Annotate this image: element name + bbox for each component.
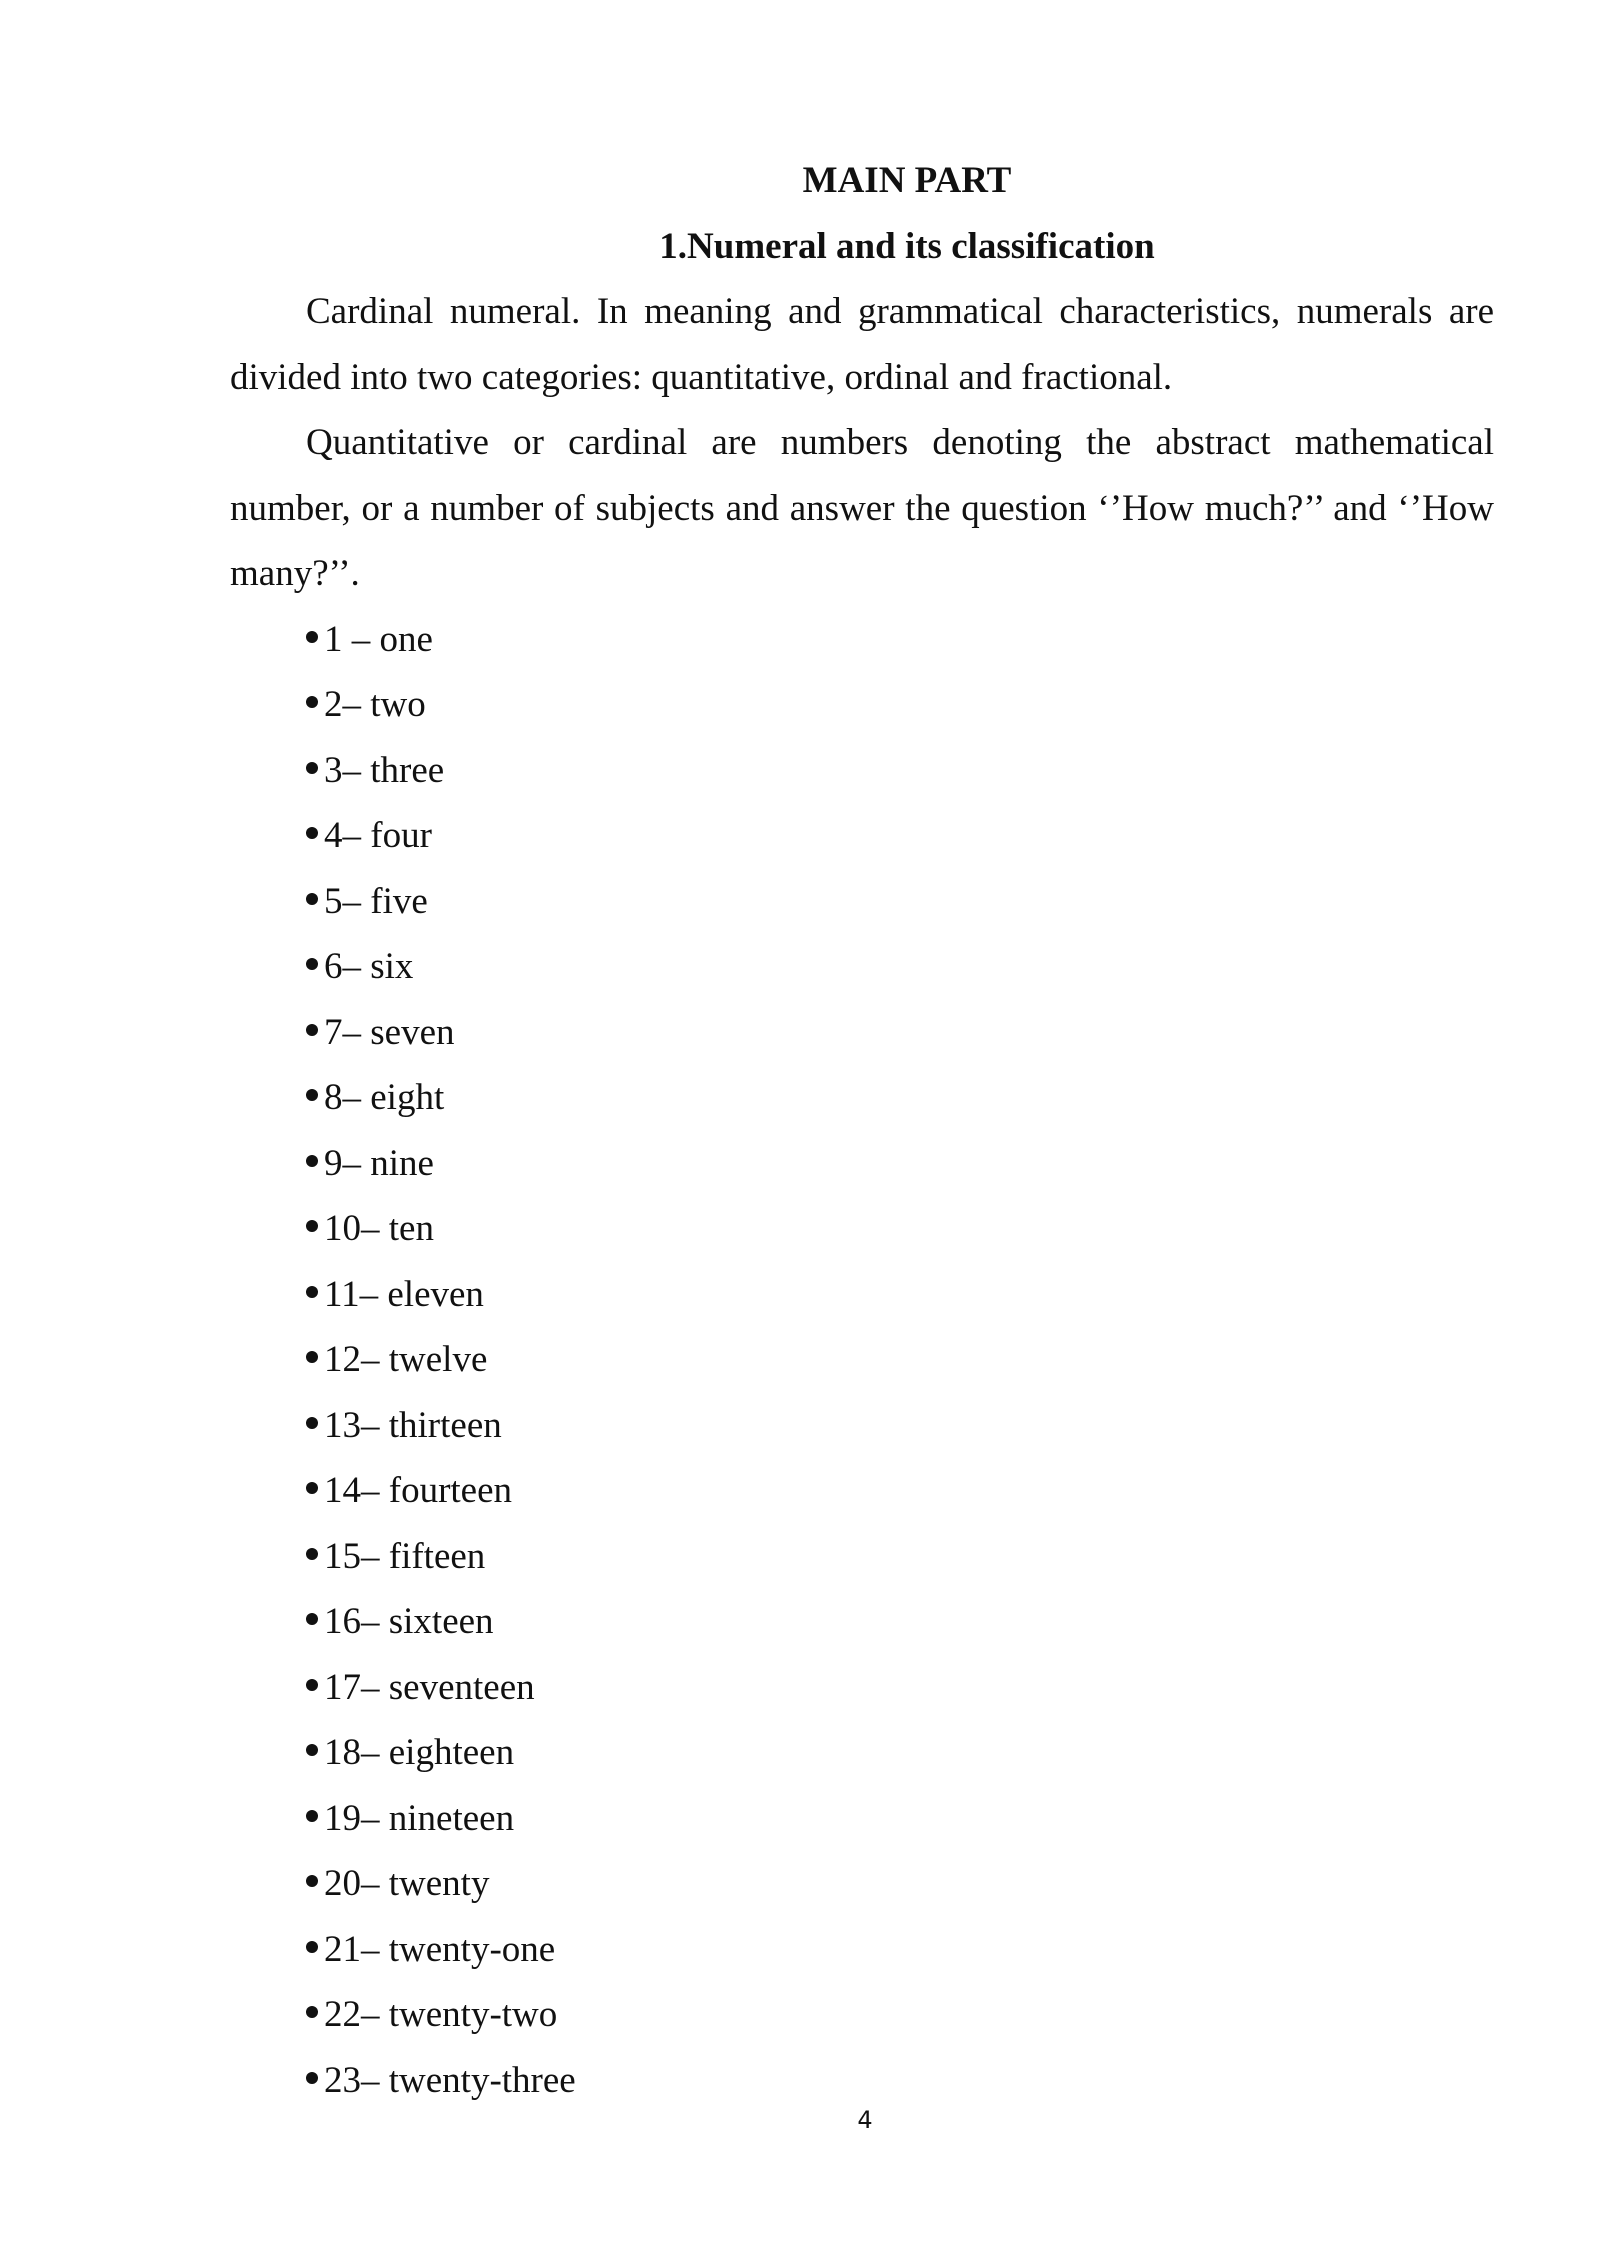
list-item-text: 11– eleven — [324, 1273, 484, 1315]
bullet-icon — [306, 1875, 318, 1887]
list-item — [230, 1982, 1494, 2048]
list-item — [230, 1720, 1494, 1786]
bullet-icon — [306, 1024, 318, 1036]
list-item-text: 15– fifteen — [324, 1535, 486, 1577]
list-item-text: 10– ten — [324, 1208, 434, 1249]
list-item-text: 14– fourteen — [324, 1470, 513, 1511]
list-item-text: 23– twenty-three — [324, 2059, 576, 2101]
numeral-list — [230, 607, 1494, 2114]
bullet-icon — [306, 1810, 318, 1822]
list-item-text: 22– twenty-two — [324, 1994, 558, 2035]
bullet-icon — [306, 1220, 318, 1232]
list-item — [230, 1851, 1494, 1917]
list-item — [230, 1917, 1494, 1983]
bullet-icon — [306, 762, 318, 774]
list-item — [230, 934, 1494, 1000]
list-item — [230, 1262, 1494, 1328]
list-item-text: 3– three — [324, 749, 445, 791]
list-item — [230, 1786, 1494, 1852]
bullet-icon — [306, 958, 318, 970]
bullet-icon — [306, 1613, 318, 1625]
list-item-text: 19– nineteen — [324, 1797, 515, 1839]
list-item-text: 17– seventeen — [324, 1666, 535, 1708]
list-item — [230, 869, 1494, 935]
document-page — [230, 148, 1494, 2113]
list-item-text: 8– eight — [324, 1077, 445, 1118]
list-item-text: 16– sixteen — [324, 1601, 494, 1642]
list-item-text: 20– twenty — [324, 1863, 490, 1904]
list-item — [230, 1393, 1494, 1459]
paragraph-cardinal-numeral: Cardinal numeral. In meaning and grammatical characteristics, numerals are divided into two categories: quantitative, ordinal and fractional. — [230, 291, 1494, 398]
bullet-icon — [306, 1679, 318, 1691]
list-item — [230, 738, 1494, 804]
list-item-text: 6– six — [324, 946, 414, 987]
bullet-icon — [306, 2072, 318, 2084]
bullet-icon — [306, 1286, 318, 1298]
list-item-text: 21– twenty-one — [324, 1928, 556, 1970]
list-item-text: 7– seven — [324, 1011, 455, 1053]
list-item — [230, 1000, 1494, 1066]
bullet-icon — [306, 1941, 318, 1953]
list-item — [230, 1589, 1494, 1655]
bullet-icon — [306, 893, 318, 905]
list-item — [230, 1524, 1494, 1590]
bullet-icon — [306, 1155, 318, 1167]
list-item — [230, 1131, 1494, 1197]
page-number: 4 — [857, 2106, 873, 2134]
bullet-icon — [306, 1351, 318, 1363]
list-item-text: 2– two — [324, 684, 426, 725]
list-item-text: 5– five — [324, 880, 428, 922]
list-item — [230, 1196, 1494, 1262]
list-item-text: 13– thirteen — [324, 1404, 502, 1446]
list-item — [230, 1065, 1494, 1131]
bullet-icon — [306, 827, 318, 839]
list-item — [230, 607, 1494, 673]
bullet-icon — [306, 1548, 318, 1560]
list-item-text: 4– four — [324, 815, 432, 856]
paragraph-quantitative: Quantitative or cardinal are numbers denoting the abstract mathematical number, or a number of subjects and answer the question ‘’How much?’’ and ‘’How many?’’. — [230, 422, 1494, 594]
bullet-icon — [306, 1089, 318, 1101]
list-item — [230, 672, 1494, 738]
list-item-text: 1 – one — [324, 618, 433, 660]
list-item-text: 18– eighteen — [324, 1732, 515, 1773]
bullet-icon — [306, 2006, 318, 2018]
section-heading: 1.Numeral and its classification — [659, 225, 1155, 267]
list-item-text: 9– nine — [324, 1142, 434, 1184]
bullet-icon — [306, 696, 318, 708]
bullet-icon — [306, 1417, 318, 1429]
bullet-icon — [306, 631, 318, 643]
page-title: MAIN PART — [802, 160, 1012, 201]
list-item — [230, 1458, 1494, 1524]
list-item — [230, 803, 1494, 869]
list-item — [230, 1655, 1494, 1721]
list-item-text: 12– twelve — [324, 1339, 488, 1380]
list-item — [230, 2048, 1494, 2114]
bullet-icon — [306, 1482, 318, 1494]
bullet-icon — [306, 1744, 318, 1756]
list-item — [230, 1327, 1494, 1393]
